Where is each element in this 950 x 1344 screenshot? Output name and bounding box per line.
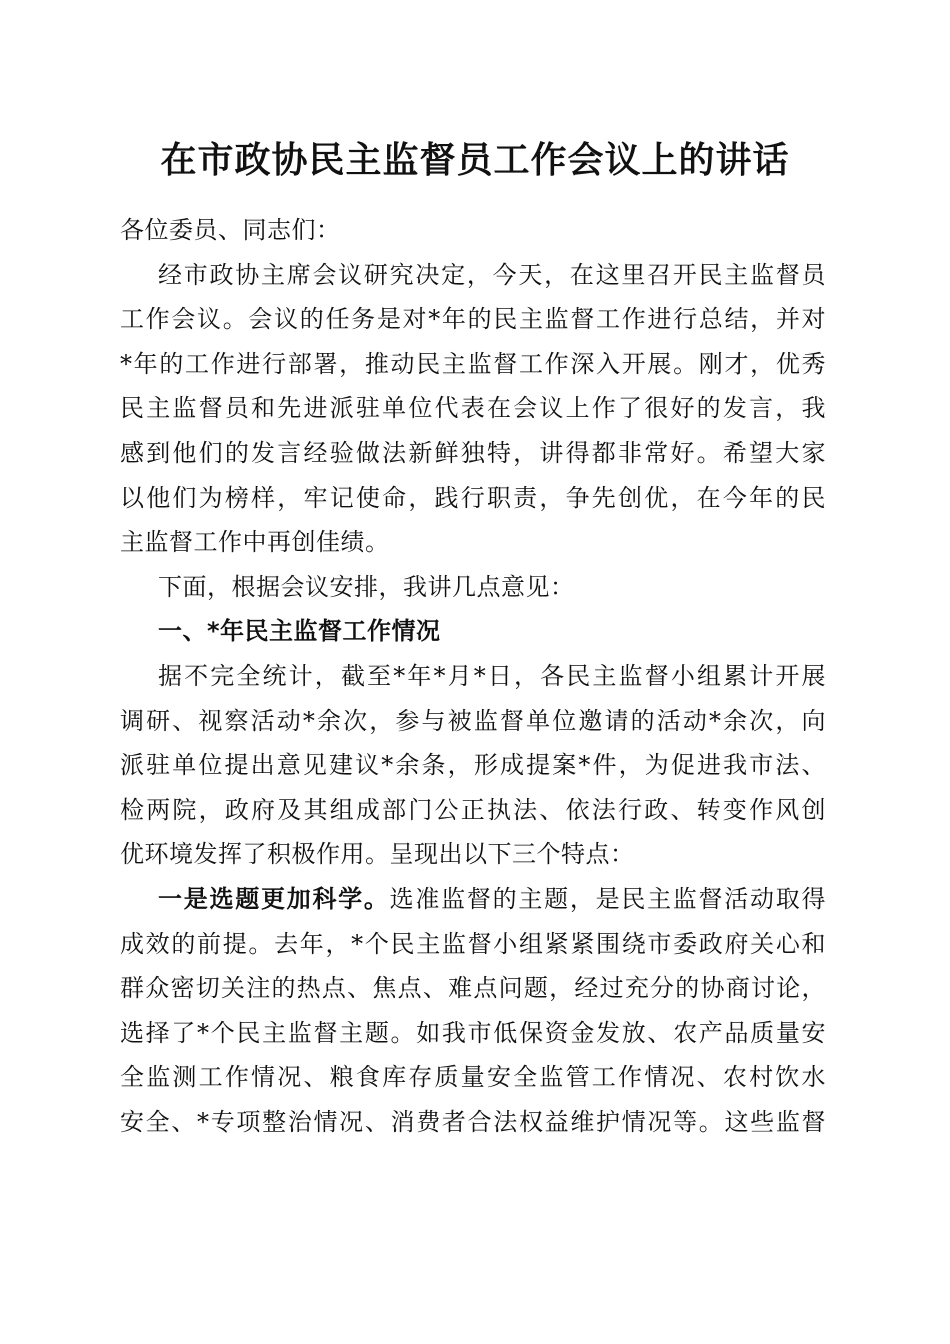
salutation: 各位委员、同志们： — [120, 216, 341, 244]
paragraph-line: 优环境发挥了积极作用。呈现出以下三个特点： — [120, 840, 635, 869]
paragraph-line: *年的工作进行部署，推动民主监督工作深入开展。刚才，优秀 — [120, 349, 826, 378]
paragraph-line: 下面，根据会议安排，我讲几点意见： — [158, 572, 575, 601]
document-body — [120, 208, 826, 1144]
paragraph-line — [120, 877, 826, 922]
paragraph-line: 据不完全统计，截至*年*月*日，各民主监督小组累计开展 — [158, 661, 826, 690]
paragraph-line: 全监测工作情况、粮食库存质量安全监管工作情况、农村饮水 — [120, 1063, 826, 1092]
paragraph-line: 感到他们的发言经验做法新鲜独特，讲得都非常好。希望大家 — [120, 438, 826, 467]
paragraph-line: 以他们为榜样，牢记使命，践行职责，争先创优，在今年的民 — [120, 483, 826, 512]
paragraph-line: 民主监督员和先进派驻单位代表在会议上作了很好的发言，我 — [120, 394, 826, 423]
paragraph-line: 主监督工作中再创佳绩。 — [120, 528, 390, 557]
paragraph-line: 工作会议。会议的任务是对*年的民主监督工作进行总结，并对 — [120, 305, 826, 334]
paragraph-line: 检两院，政府及其组成部门公正执法、依法行政、转变作风创 — [120, 795, 826, 824]
paragraph-line: 选择了*个民主监督主题。如我市低保资金发放、农产品质量安 — [120, 1018, 826, 1047]
paragraph-lead-bold: 一是选题更加科学。 — [158, 883, 390, 913]
section-heading: 一、*年民主监督工作情况 — [158, 617, 441, 646]
paragraph-line: 经市政协主席会议研究决定，今天，在这里召开民主监督员 — [158, 260, 826, 289]
paragraph-line: 调研、视察活动*余次，参与被监督单位邀请的活动*余次，向 — [120, 706, 826, 735]
paragraph-line: 安全、*专项整治情况、消费者合法权益维护情况等。这些监督 — [120, 1107, 826, 1136]
paragraph-line-rest: 选准监督的主题，是民主监督活动取得 — [389, 884, 827, 913]
page-title: 在市政协民主监督员工作会议上的讲话 — [160, 139, 790, 181]
paragraph-line: 派驻单位提出意见建议*余条，形成提案*件，为促进我市法、 — [120, 751, 826, 780]
paragraph-line: 群众密切关注的热点、焦点、难点问题，经过充分的协商讨论， — [120, 974, 826, 1003]
paragraph-line: 成效的前提。去年，*个民主监督小组紧紧围绕市委政府关心和 — [120, 929, 826, 958]
